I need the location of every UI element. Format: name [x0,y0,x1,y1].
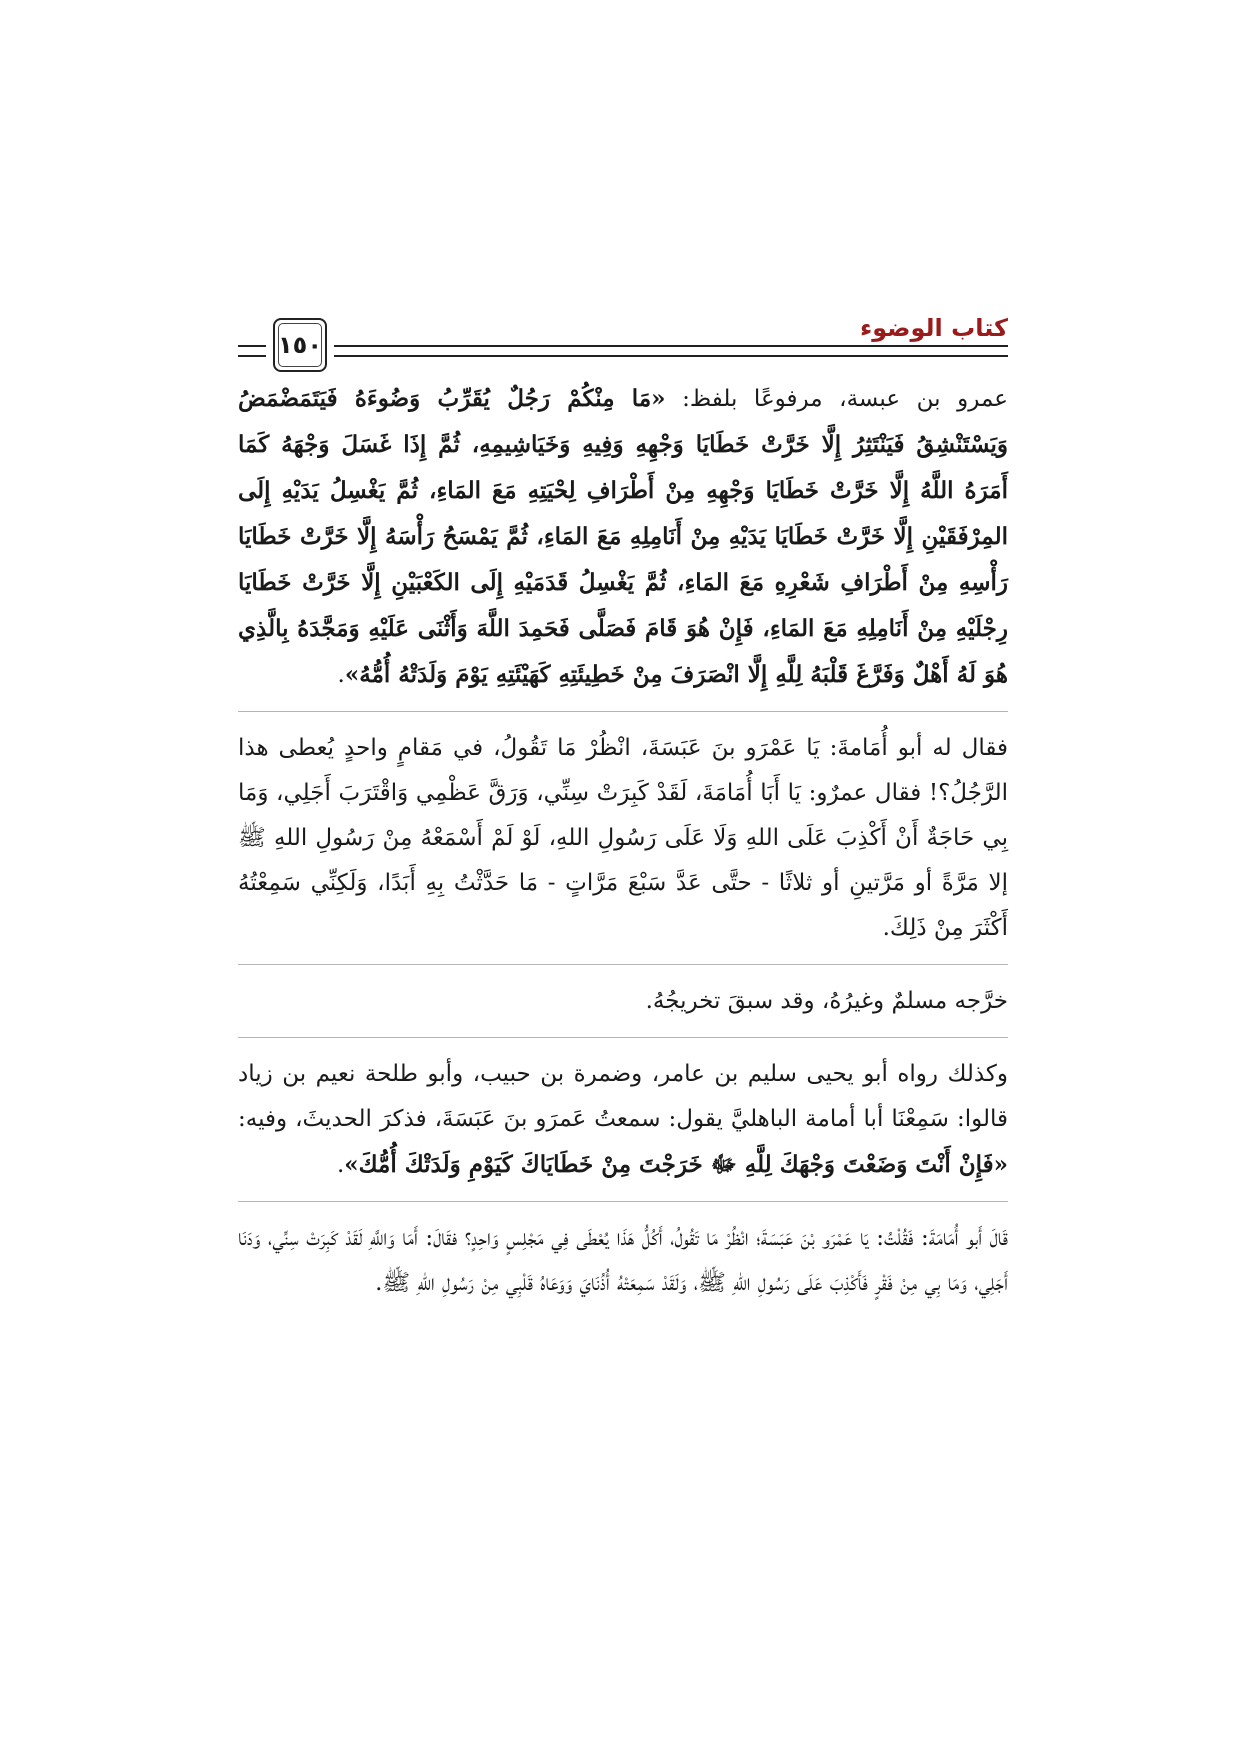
hadith-quote: «مَا مِنْكُمْ رَجُلٌ يُقَرِّبُ وَضُوءَهُ فَيَتَمَضْمَضُ وَيَسْتَنْشِقُ فَيَنْتَثِرُ إِلَّا خَرَّتْ خَطَايَا وَجْهِهِ وَفِيهِ وَخَيَاشِيمِهِ، ثُمَّ إِذَا غَسَلَ وَجْهَهُ كَمَا أَمَرَهُ اللَّهُ إِلَّا خَرَّتْ خَطَايَا وَجْهِهِ مِنْ أَطْرَافِ لِحْيَتِهِ مَعَ المَاءِ، ثُمَّ يَغْسِلُ يَدَيْهِ إِلَى المِرْفَقَيْنِ إِلَّا خَرَّتْ خَطَايَا يَدَيْهِ مِنْ أَنَامِلِهِ مَعَ المَاءِ، ثُمَّ يَمْسَحُ رَأْسَهُ إِلَّا خَرَّتْ خَطَايَا رَأْسِهِ مِنْ أَطْرَافِ شَعْرِهِ مَعَ المَاءِ، ثُمَّ يَغْسِلُ قَدَمَيْهِ إِلَى الكَعْبَيْنِ إِلَّا خَرَّتْ خَطَايَا رِجْلَيْهِ مِنْ أَنَامِلِهِ مَعَ المَاءِ، فَإِنْ هُوَ قَامَ فَصَلَّى فَحَمِدَ اللَّهَ وَأَثْنَى عَلَيْهِ وَمَجَّدَهُ بِالَّذِي هُوَ لَهُ أَهْلٌ وَفَرَّغَ قَلْبَهُ لِلَّهِ إِلَّا انْصَرَفَ مِنْ خَطِيئَتِهِ كَهَيْئَتِهِ يَوْمَ وَلَدَتْهُ أُمُّهُ» [238,385,1008,688]
paragraph-text: عمرو بن عبسة، مرفوعًا بلفظ: [665,386,1008,412]
divider [238,711,1008,712]
hadith-quote: «فَإِنْ أَنْتَ وَضَعْتَ وَجْهَكَ لِلَّهِ ﷻ خَرَجْتَ مِنْ خَطَايَاكَ كَيَوْمِ وَلَدَتْكَ أُمُّكَ» [344,1151,1008,1178]
paragraph-text: وكذلك رواه أبو يحيى سليم بن عامر، وضمرة بن حبيب، وأبو طلحة نعيم بن زياد قالوا: سَمِعْنَا أبا أمامة الباهليَّ يقول: سمعتُ عَمرَو بنَ عَبَسَةَ، فذكرَ الحديثَ، وفيه: [238,1061,1008,1132]
paragraph-text: . [336,1152,345,1178]
paragraph: خرَّجه مسلمٌ وغيرُهُ، وقد سبقَ تخريجُهُ. [645,988,1008,1014]
paragraph [238,1052,1008,1188]
header-rule [238,345,266,357]
header-rule [334,345,1008,357]
paragraph-text: . [337,662,345,688]
book-title: كتاب الوضوء [859,314,1008,342]
page-header [238,314,1008,382]
divider [238,964,1008,965]
paragraph [238,376,1008,698]
divider [238,1037,1008,1038]
paragraph: فقال له أبو أُمَامةَ: يَا عَمْرَو بنَ عَبَسَةَ، انْظُرْ مَا تَقُولُ، في مَقامٍ واحدٍ يُعطى هذا الرَّجُلُ؟! فقال عمرٌو: يَا أَبَا أُمَامَةَ، لَقَدْ كَبِرَتْ سِنِّي، وَرَقَّ عَظْمِي وَاقْتَرَبَ أَجَلِي، وَمَا بِي حَاجَةٌ أَنْ أَكْذِبَ عَلَى اللهِ وَلَا عَلَى رَسُولِ اللهِ، لَوْ لَمْ أَسْمَعْهُ مِنْ رَسُولِ اللهِ ﷺ إلا مَرَّةً أو مَرَّتينِ أو ثلاثًا - حتَّى عَدَّ سَبْعَ مَرَّاتٍ - مَا حَدَّثْتُ بِهِ أَبَدًا، وَلَكِنِّي سَمِعْتُهُ أَكْثَرَ مِنْ ذَلِكَ. [238,735,1008,941]
page-body [238,376,1008,1319]
page-number: ١٥٠ [273,318,327,372]
paragraph: قَالَ أَبو أُمَامَةَ: فَقُلْتُ: يَا عَمْرَو بْنَ عَبَسَةَ؛ انْظُرْ مَا تَقُولُ، أَكُلُّ هَذَا يُعْطَى فِي مَجْلِسٍ وَاحِدٍ؟ فقَالَ: أَمَا وَاللَّهِ لَقَدْ كَبِرَتْ سِنِّي، وَدَنَا أَجَلِي، وَمَا بِي مِنْ فَقْرٍ فَأَكْذِبَ عَلَى رَسُولِ اللهِ ﷺ، وَلَقَدْ سَمِعَتْهُ أُذُنَايَ وَوَعَاهُ قَلْبِي مِنْ رَسُولِ اللهِ ﷺ. [238,1225,1008,1296]
divider [238,1201,1008,1202]
